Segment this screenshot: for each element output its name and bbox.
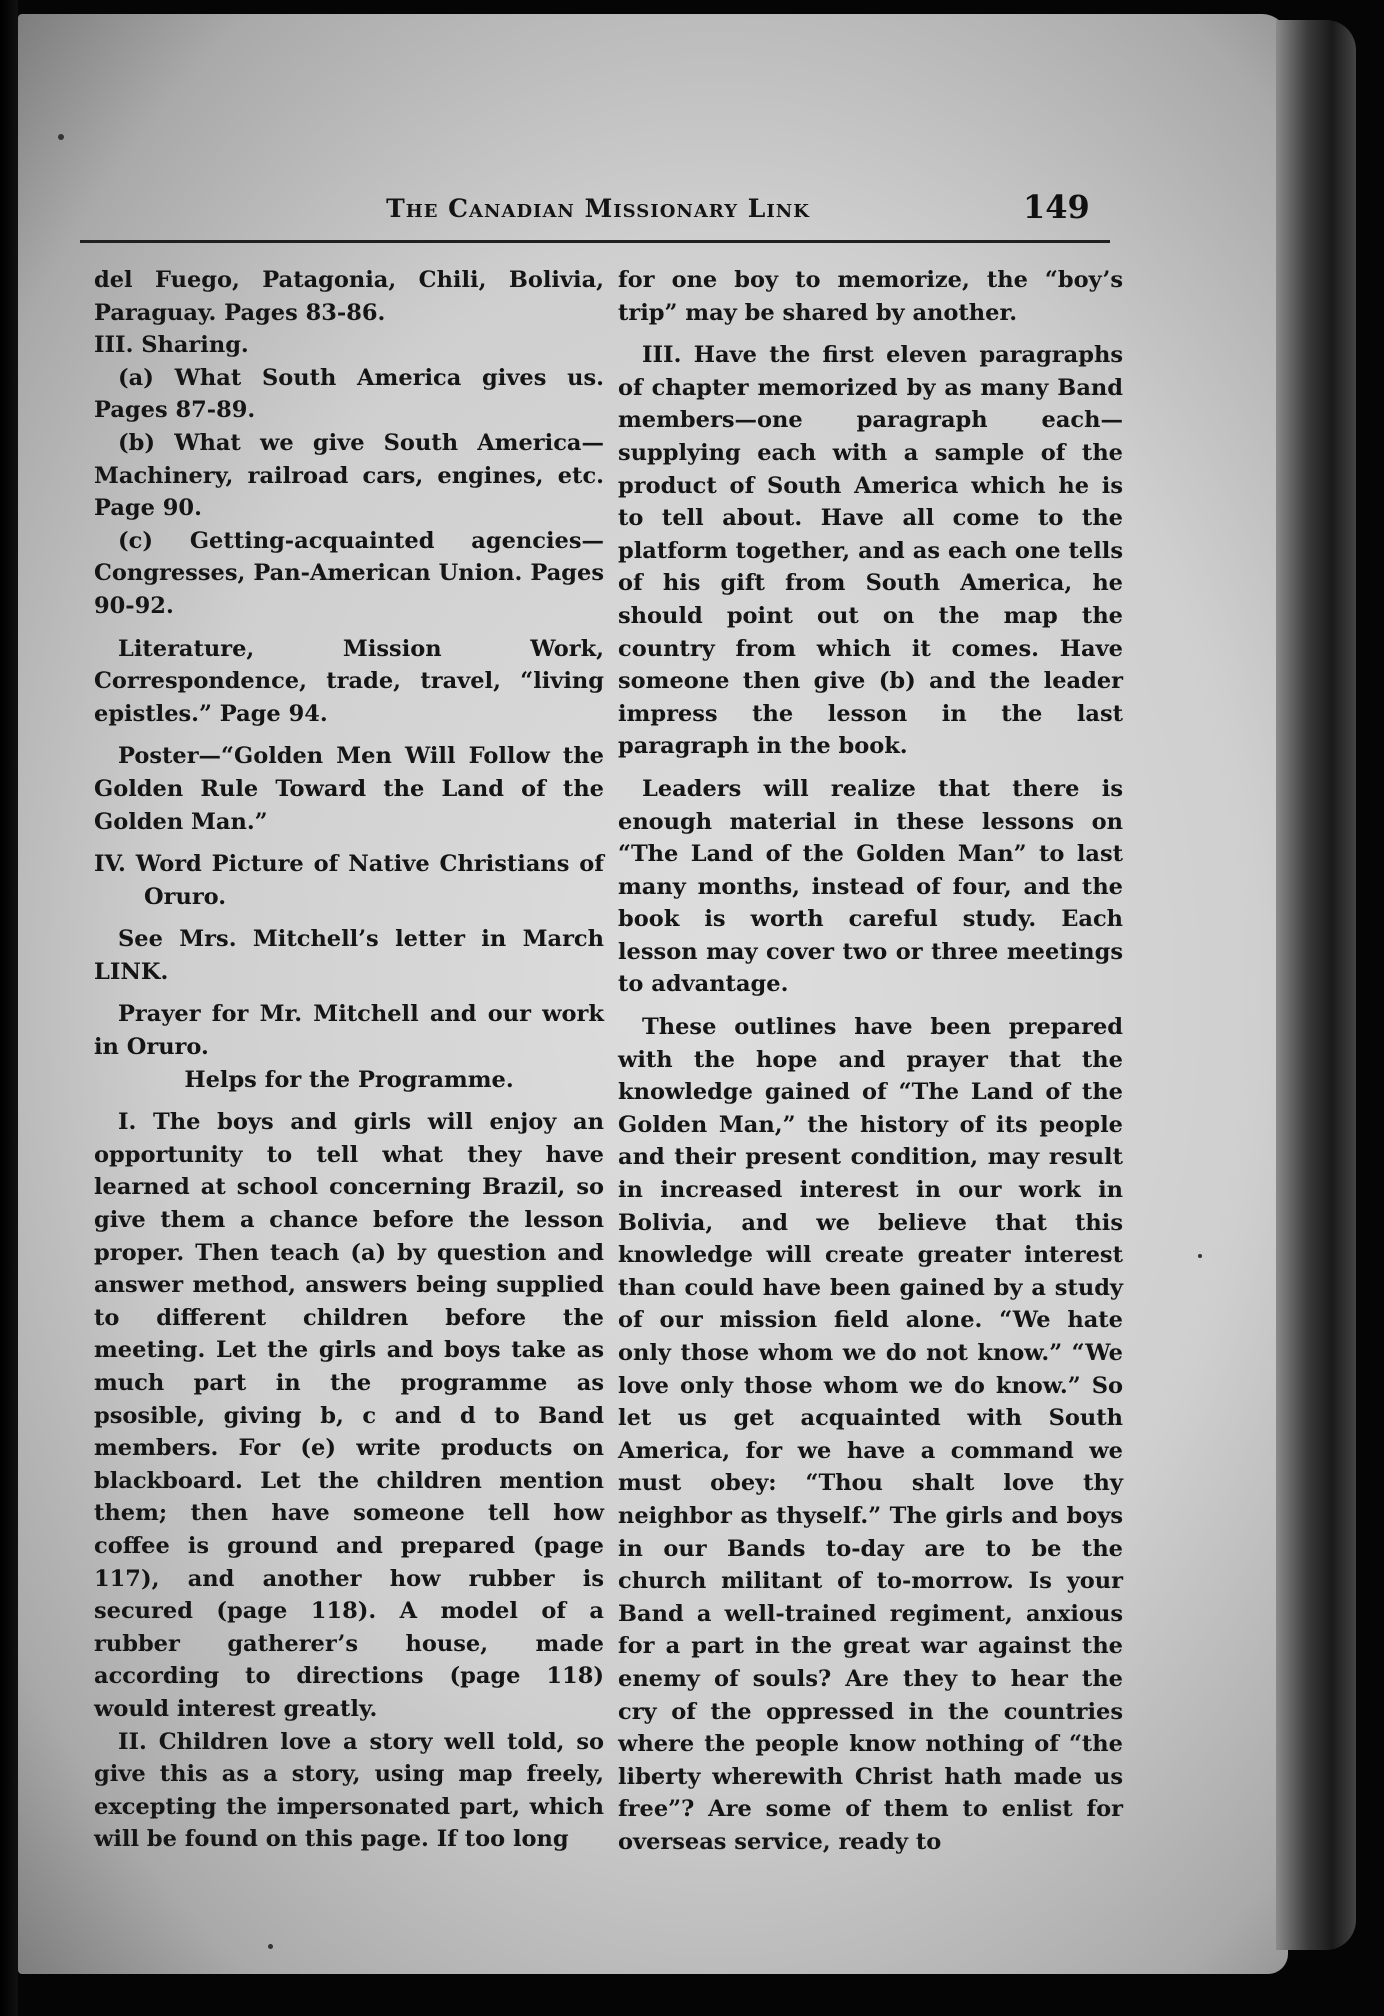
scan-speck xyxy=(1198,1254,1202,1258)
paragraph-left-7: Poster—“Golden Men Will Follow the Golden Rule Toward the Land of the Golden Man.” xyxy=(94,743,604,835)
right-column xyxy=(618,264,1123,1859)
paragraph-left-10: Prayer for Mr. Mitchell and our work in Oruro. xyxy=(94,1001,604,1061)
paragraph-left-4: (b) What we give South America—Machinery, railroad cars, engines, etc. Page 90. xyxy=(94,429,604,522)
book-page-edge xyxy=(1276,20,1356,1950)
paragraph-left-12: I. The boys and girls will enjoy an opportunity to tell what they have learned at school concerning Brazil, so give them a chance before the lesson proper. Then teach (a) by question and answer method, answers being supplied to different children before the meeting. Let the girls and boys take as much part in the programme as psosible, giving b, c and d to Band members. For (e) write products on blackboard. Let the children mention them; then have someone tell how coffee is ground and prepared (page 117), and another how rubber is secured (page 118). A model of a rubber gatherer’s house, made according to directions (page 118) would interest greatly. xyxy=(94,1109,604,1722)
scan-left-border xyxy=(0,0,18,2016)
scan-speck xyxy=(268,1944,273,1949)
page-header xyxy=(18,188,1288,244)
paragraph-left-5: (c) Getting-acquainted agencies—Congresses, Pan-American Union. Pages 90-92. xyxy=(94,527,604,619)
paragraph-right-2: III. Have the first eleven paragraphs of chapter memorized by as many Band members—one paragraph each—supplying each with a sample of the product of South America which he is to tell about. Have all come to the platform together, and as each one tells of his gift from South America, he should point out on the map the country from which it comes. Have someone then give (b) and the leader impress the lesson in the last paragraph in the book. xyxy=(618,342,1123,760)
paragraph-left-6: Literature, Mission Work, Correspondence, trade, travel, “living epistles.” Page 94. xyxy=(94,635,604,727)
scan-speck xyxy=(58,134,64,140)
running-title: The Canadian Missionary Link xyxy=(386,194,810,223)
paragraph-right-3: Leaders will realize that there is enough material in these lessons on “The Land of the Golden Man” to last many months, instead of four, and the book is worth careful study. Each lesson may cover two or three meetings to advantage. xyxy=(618,775,1123,998)
book-page xyxy=(18,14,1288,1974)
header-rule xyxy=(80,240,1110,243)
page-number: 149 xyxy=(1023,188,1090,226)
section-heading-helps: Helps for the Programme. xyxy=(184,1066,514,1093)
left-column xyxy=(94,264,604,1856)
paragraph-right-1: for one boy to memorize, the “boy’s trip” may be shared by another. xyxy=(618,267,1123,326)
paragraph-right-4: These outlines have been prepared with the hope and prayer that the knowledge gained of “The Land of the Golden Man,” the history of its people and their present condition, may result in increased interest in our work in Bolivia, and we believe that this knowledge will create greater interest than could have been gained by a study of our mission field alone. “We hate only those whom we do not know.” “We love only those whom we do know.” So let us get acquainted with South America, for we have a command we must obey: “Thou shalt love thy neighbor as thyself.” The girls and boys in our Bands to-day are to be the church militant of to-morrow. Is your Band a well-trained regiment, anxious for a part in the great war against the enemy of souls? Are they to hear the cry of the oppressed in the countries where the people know nothing of “the liberty wherewith Christ hath made us free”? Are some of them to enlist for overseas service, ready to xyxy=(618,1014,1123,1855)
section-heading-sharing: III. Sharing. xyxy=(94,332,249,359)
paragraph-left-3: (a) What South America gives us. Pages 87-89. xyxy=(94,364,604,424)
section-heading-word-picture: IV. Word Picture of Native Christians of Oruro. xyxy=(94,851,604,910)
paragraph-left-13: II. Children love a story well told, so give this as a story, using map freely, excepting the impersonated part, which will be found on this page. If too long xyxy=(94,1728,604,1853)
paragraph-left-9: See Mrs. Mitchell’s letter in March LINK. xyxy=(94,926,604,985)
paragraph-left-1: del Fuego, Patagonia, Chili, Bolivia, Paraguay. Pages 83-86. xyxy=(94,267,604,326)
